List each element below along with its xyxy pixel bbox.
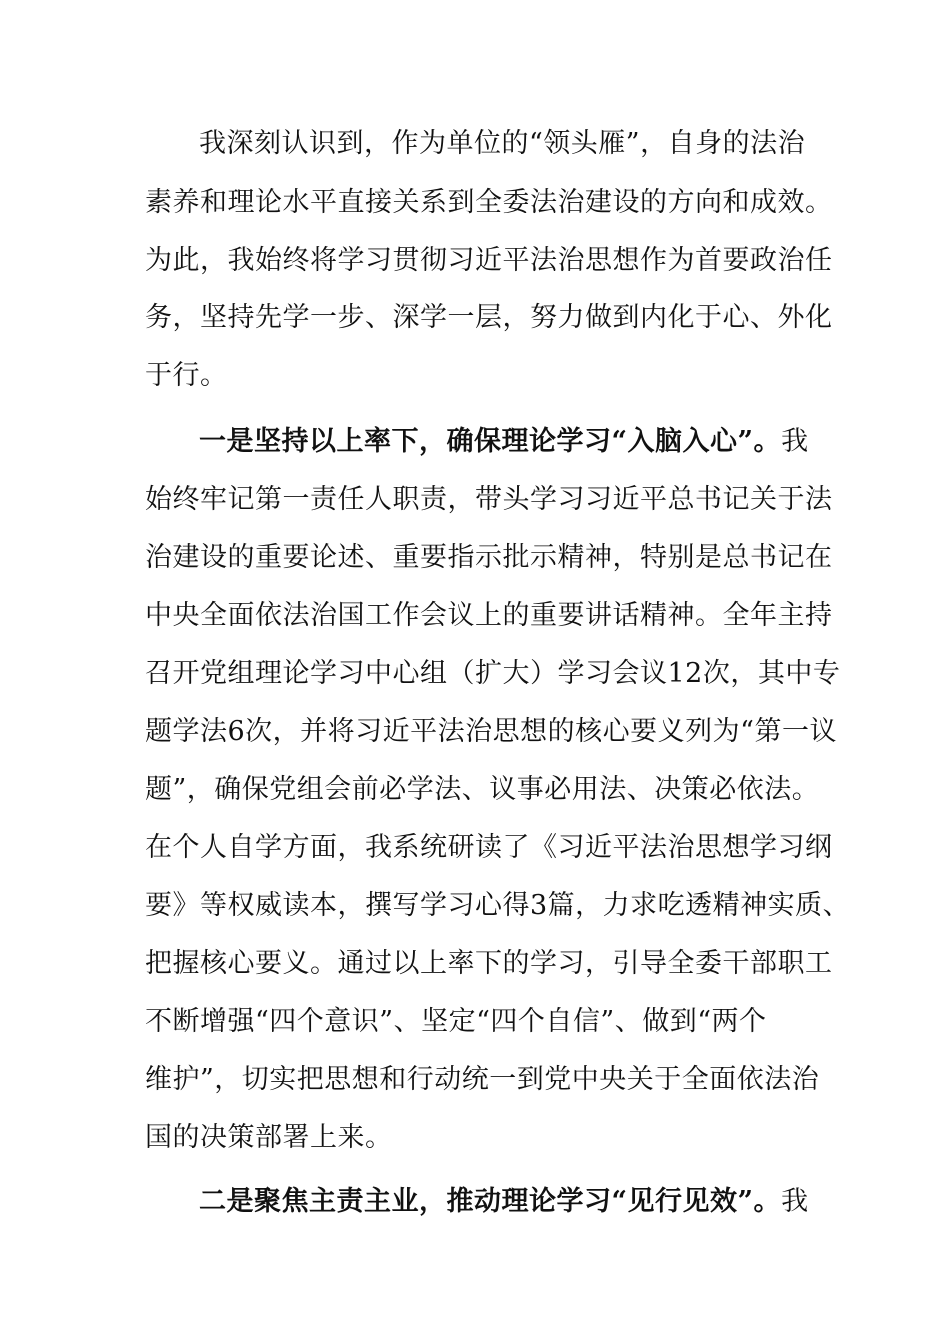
paragraph-2-line-6: 题学法6次，并将习近平法治思想的核心要义列为“第一议 (145, 716, 837, 747)
paragraph-2-line-8: 在个人自学方面，我系统研读了《习近平法治思想学习纲 (145, 832, 833, 863)
paragraph-2-line-3: 治建设的重要论述、重要指示批示精神，特别是总书记在 (145, 542, 833, 573)
paragraph-2-lead: 我 (781, 426, 809, 457)
paragraph-1-line-3: 为此，我始终将学习贯彻习近平法治思想作为首要政治任 (145, 245, 833, 276)
paragraph-3-lead: 我 (781, 1186, 809, 1217)
paragraph-2-line-12: 维护”，切实把思想和行动统一到党中央关于全面依法治 (145, 1064, 820, 1095)
paragraph-1-line-5: 于行。 (145, 360, 228, 391)
paragraph-2-line-11: 不断增强“四个意识”、坚定“四个自信”、做到“两个 (145, 1006, 767, 1037)
paragraph-3-line-1 (199, 1182, 869, 1222)
paragraph-2-line-2: 始终牢记第一责任人职责，带头学习习近平总书记关于法 (145, 484, 833, 515)
paragraph-1-line-1: 我深刻认识到，作为单位的“领头雁”，自身的法治 (199, 128, 806, 159)
paragraph-2-line-1 (199, 422, 869, 462)
paragraph-2-line-7: 题”，确保党组会前必学法、议事必用法、决策必依法。 (145, 774, 820, 805)
paragraph-2-line-10: 把握核心要义。通过以上率下的学习，引导全委干部职工 (145, 948, 833, 979)
paragraph-2-line-9: 要》等权威读本，撰写学习心得3篇，力求吃透精神实质、 (145, 890, 851, 921)
paragraph-2-line-5: 召开党组理论学习中心组（扩大）学习会议12次，其中专 (145, 658, 841, 689)
paragraph-2-heading: 一是坚持以上率下，确保理论学习“入脑入心”。 (199, 426, 782, 457)
paragraph-1-line-4: 务，坚持先学一步、深学一层，努力做到内化于心、外化 (145, 302, 833, 333)
paragraph-2-line-4: 中央全面依法治国工作会议上的重要讲话精神。全年主持 (145, 600, 833, 631)
paragraph-1-line-2: 素养和理论水平直接关系到全委法治建设的方向和成效。 (145, 187, 833, 218)
paragraph-2-line-13: 国的决策部署上来。 (145, 1122, 393, 1153)
paragraph-3-heading: 二是聚焦主责主业，推动理论学习“见行见效”。 (199, 1186, 782, 1217)
